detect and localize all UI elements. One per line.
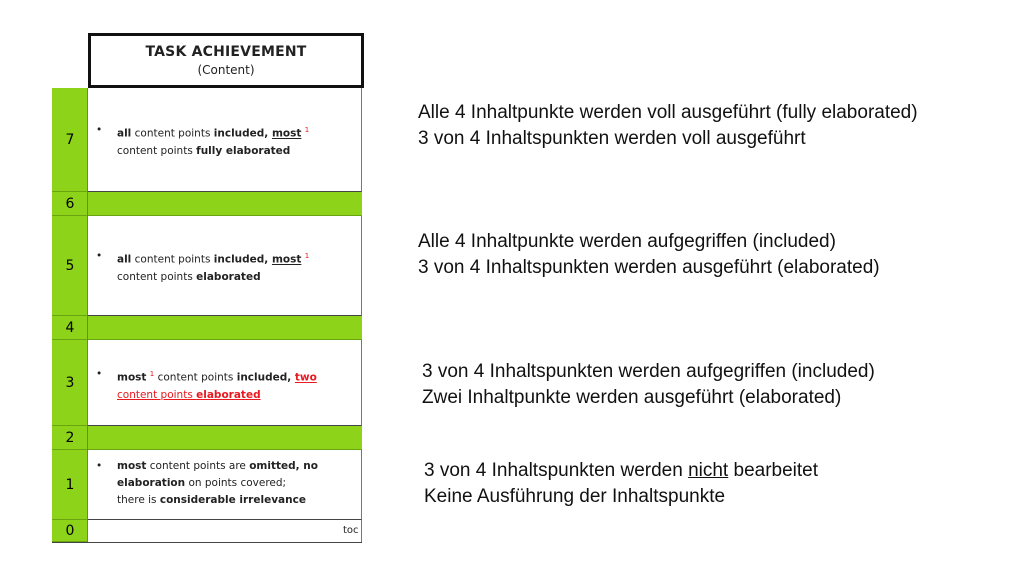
bullet-icon: •	[96, 368, 103, 380]
score-6: 6	[52, 192, 88, 216]
descriptor-7: • all content points included, most $^1$ content points fully elaborated	[96, 124, 310, 157]
note-5-line-1: Alle 4 Inhaltpunkte werden aufgegriffen (included)	[418, 231, 836, 252]
note-7-line-2: 3 von 4 Inhaltspunkten werden voll ausgeführt	[418, 128, 806, 149]
note-3-line-2: Zwei Inhaltpunkte werden ausgeführt (elaborated)	[422, 387, 842, 408]
band-6	[88, 192, 362, 216]
rubric-title: TASK ACHIEVEMENT	[145, 44, 307, 60]
bullet-icon: •	[96, 250, 103, 262]
descriptor-cell-0	[88, 520, 362, 542]
note-7-line-1: Alle 4 Inhaltpunkte werden voll ausgeführt (fully elaborated)	[418, 102, 918, 123]
band-2	[88, 426, 362, 450]
score-7: 7	[52, 88, 88, 192]
rubric-subtitle: (Content)	[197, 63, 255, 77]
score-4: 4	[52, 316, 88, 340]
note-5-line-2: 3 von 4 Inhaltspunkten werden ausgeführt (elaborated)	[418, 257, 880, 278]
column-divider	[87, 88, 88, 542]
descriptor-3: • most $^1$ content points included, two content points elaborated	[96, 368, 317, 401]
descriptor-1: • most content points are omitted, no elaboration on points covered; there is considerable irrelevance	[96, 460, 318, 506]
band-4	[88, 316, 362, 340]
note-7	[418, 100, 918, 152]
note-1	[424, 458, 818, 510]
score-3: 3	[52, 340, 88, 426]
note-3-line-1: 3 von 4 Inhaltspunkten werden aufgegriffen (included)	[422, 361, 875, 382]
rubric-header	[88, 33, 364, 88]
descriptor-0-truncated: toc	[343, 525, 359, 536]
rubric-table	[0, 0, 362, 576]
score-5: 5	[52, 216, 88, 316]
note-1-line-2: Keine Ausführung der Inhaltspunkte	[424, 486, 726, 507]
score-2: 2	[52, 426, 88, 450]
table-bottom-border	[52, 542, 362, 543]
descriptor-5: • all content points included, most $^1$ content points elaborated	[96, 250, 310, 283]
bullet-icon: •	[96, 124, 103, 136]
emphasis-nicht: nicht	[688, 460, 729, 481]
bullet-icon: •	[96, 460, 103, 472]
score-1: 1	[52, 450, 88, 520]
score-0: 0	[52, 520, 88, 542]
note-3	[422, 359, 875, 411]
note-5	[418, 229, 880, 281]
note-1-line-1: 3 von 4 Inhaltspunkten werden nicht bearbeitet	[424, 460, 819, 481]
